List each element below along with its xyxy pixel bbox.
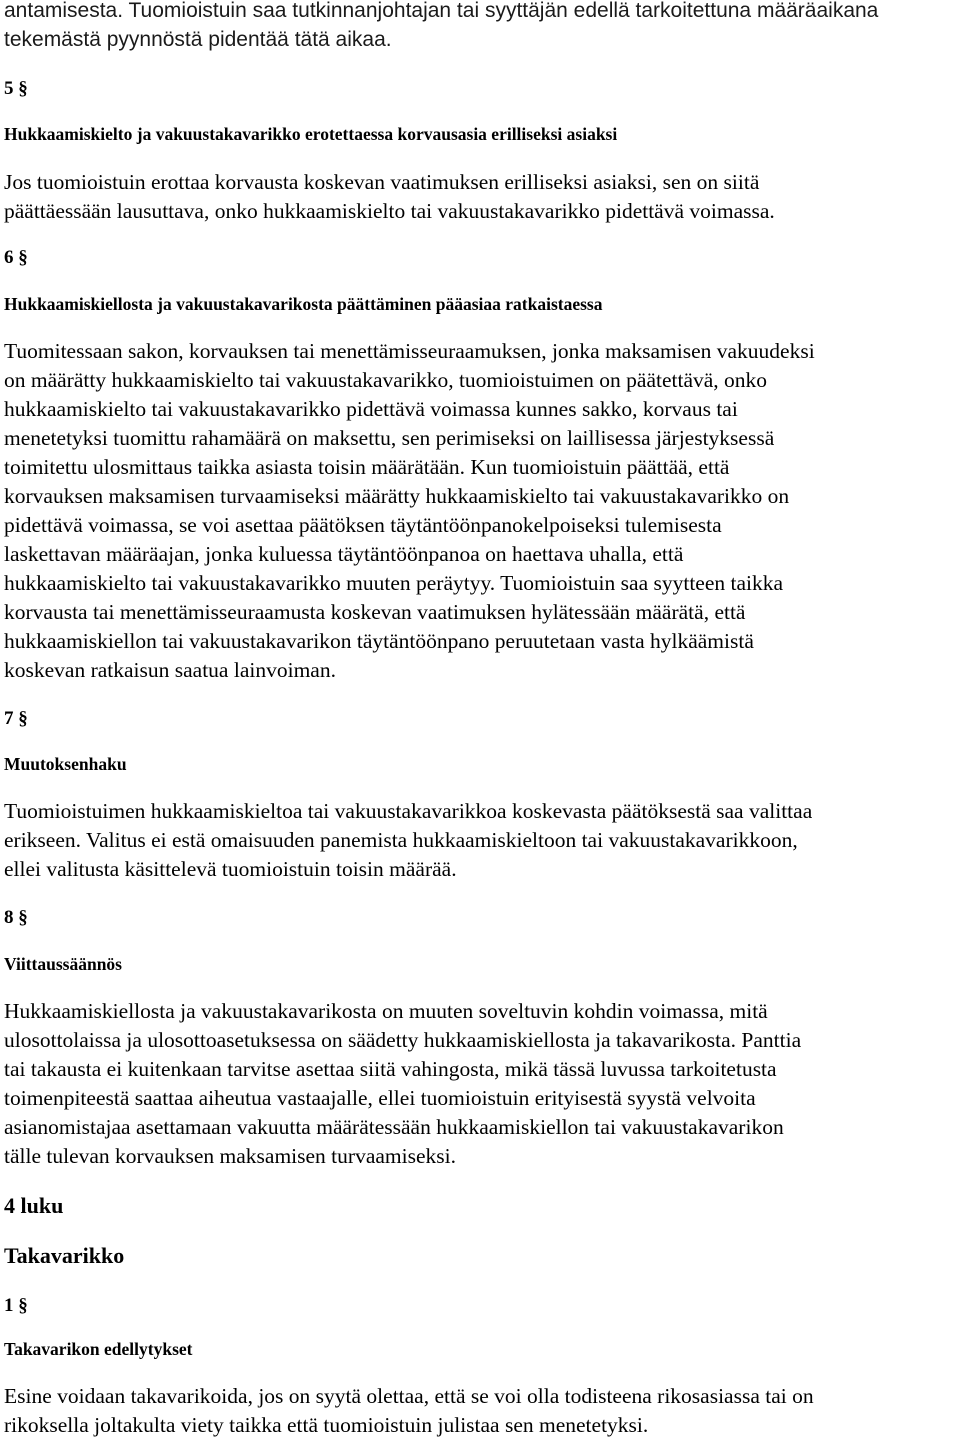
paragraph-line: tälle tulevan korvauksen maksamisen turvaamiseksi. xyxy=(4,1144,456,1168)
paragraph-line: on määrätty hukkaamiskielto tai vakuustakavarikko, tuomioistuimen on päätettävä, onko xyxy=(4,368,768,392)
paragraph-line: menetetyksi tuomittu rahamäärä on maksettu, sen perimiseksi on laillisessa järjestyksessä xyxy=(4,426,775,450)
chapter-number: 4 luku xyxy=(4,1193,64,1218)
paragraph-line: korvausta tai menettämisseuraamusta koskevan vaatimuksen hylätessään määrätä, että xyxy=(4,600,746,624)
section-5-number: 5 § xyxy=(4,78,28,99)
paragraph-line: Jos tuomioistuin erottaa korvausta koskevan vaatimuksen erilliseksi asiaksi, sen on siitä xyxy=(4,170,760,194)
chapter-section-1-paragraph xyxy=(4,1382,814,1440)
paragraph-line: tai takausta ei kuitenkaan tarvitse asettaa siitä vahingosta, mikä tässä luvussa tarkoitetusta xyxy=(4,1057,777,1081)
section-7-number: 7 § xyxy=(4,708,28,729)
paragraph-line: toimenpiteestä saattaa aiheutua vastaajalle, ellei tuomioistuin erityisestä syystä velvoita xyxy=(4,1086,756,1110)
section-5-paragraph xyxy=(4,168,775,226)
section-7-paragraph xyxy=(4,797,812,884)
section-8-number: 8 § xyxy=(4,907,28,928)
section-5-title: Hukkaamiskielto ja vakuustakavarikko erotettaessa korvausasia erilliseksi asiaksi xyxy=(4,124,618,144)
section-8-title: Viittaussäännös xyxy=(4,954,122,974)
paragraph-line: Tuomitessaan sakon, korvauksen tai menettämisseuraamuksen, jonka maksamisen vakuudeksi xyxy=(4,339,815,363)
paragraph-line: laskettavan määräajan, jonka kuluessa täytäntöönpanoa on haettava uhalla, että xyxy=(4,542,684,566)
intro-line: tekemästä pyynnöstä pidentää tätä aikaa. xyxy=(4,28,392,51)
paragraph-line: rikoksella joltakulta viety taikka että tuomioistuin julistaa sen menetetyksi. xyxy=(4,1413,649,1437)
intro-line: antamisesta. Tuomioistuin saa tutkinnanjohtajan tai syyttäjän edellä tarkoitettuna määräaikana xyxy=(4,0,879,22)
paragraph-line: koskevan ratkaisun saatua lainvoiman. xyxy=(4,658,336,682)
section-6-title: Hukkaamiskiellosta ja vakuustakavarikosta päättäminen pääasiaa ratkaistaessa xyxy=(4,294,603,314)
paragraph-line: hukkaamiskiellon tai vakuustakavarikon täytäntöönpano peruutetaan vasta hylkäämistä xyxy=(4,629,754,653)
paragraph-line: asianomistajaa asettamaan vakuutta määrätessään hukkaamiskiellon tai vakuustakavarikon xyxy=(4,1115,784,1139)
paragraph-line: pidettävä voimassa, se voi asettaa päätöksen täytäntöönpanokelpoiseksi tulemisesta xyxy=(4,513,722,537)
section-7-title: Muutoksenhaku xyxy=(4,754,127,774)
section-6-paragraph xyxy=(4,337,815,685)
paragraph-line: Tuomioistuimen hukkaamiskieltoa tai vakuustakavarikkoa koskevasta päätöksestä saa valittaa xyxy=(4,799,813,823)
chapter-title: Takavarikko xyxy=(4,1243,125,1268)
paragraph-line: Hukkaamiskiellosta ja vakuustakavarikosta on muuten soveltuvin kohdin voimassa, mitä xyxy=(4,999,768,1023)
section-8-paragraph xyxy=(4,997,801,1171)
chapter-section-1-number: 1 § xyxy=(4,1295,28,1316)
paragraph-line: toimitettu ulosmittaus taikka asiasta toisin määrätään. Kun tuomioistuin päättää, että xyxy=(4,455,730,479)
paragraph-line: päättäessään lausuttava, onko hukkaamiskielto tai vakuustakavarikko pidettävä voimassa. xyxy=(4,199,775,223)
paragraph-line: korvauksen maksamisen turvaamiseksi määrätty hukkaamiskielto tai vakuustakavarikko on xyxy=(4,484,790,508)
paragraph-line: ellei valitusta käsittelevä tuomioistuin toisin määrää. xyxy=(4,857,457,881)
chapter-section-1-title: Takavarikon edellytykset xyxy=(4,1339,193,1359)
paragraph-line: ulosottolaissa ja ulosottoasetuksessa on säädetty hukkaamiskiellosta ja takavarikosta. Panttia xyxy=(4,1028,802,1052)
intro-paragraph xyxy=(4,0,878,54)
paragraph-line: hukkaamiskielto tai vakuustakavarikko muuten peräytyy. Tuomioistuin saa syytteen taikka xyxy=(4,571,784,595)
paragraph-line: hukkaamiskielto tai vakuustakavarikko pidettävä voimassa kunnes sakko, korvaus tai xyxy=(4,397,738,421)
paragraph-line: erikseen. Valitus ei estä omaisuuden panemista hukkaamiskieltoon tai vakuustakavarikkoon, xyxy=(4,828,798,852)
section-6-number: 6 § xyxy=(4,247,28,268)
paragraph-line: Esine voidaan takavarikoida, jos on syytä olettaa, että se voi olla todisteena rikosasiassa tai on xyxy=(4,1384,814,1408)
